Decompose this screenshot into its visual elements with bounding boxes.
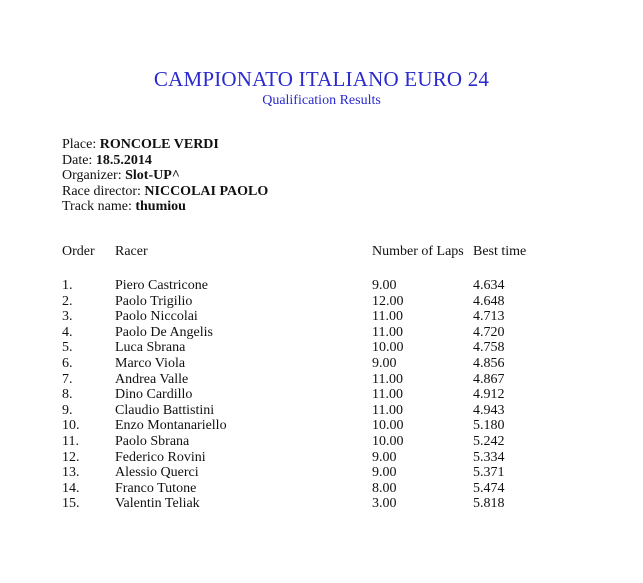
cell-laps: 3.00 (372, 496, 397, 512)
cell-order: 9. (62, 402, 73, 418)
cell-laps: 9.00 (372, 465, 397, 481)
cell-racer: Piero Castricone (115, 278, 208, 293)
cell-racer: Valentin Teliak (115, 496, 200, 512)
cell-laps: 9.00 (372, 278, 397, 293)
cell-laps: 10.00 (372, 433, 404, 449)
cell-order: 5. (62, 340, 73, 356)
cell-order: 6. (62, 355, 73, 371)
cell-best-time: 4.867 (473, 371, 505, 387)
cell-best-time: 5.242 (473, 433, 505, 449)
cell-laps: 10.00 (372, 418, 404, 434)
track-name-row (62, 199, 268, 215)
cell-racer: Marco Viola (115, 355, 186, 371)
cell-racer: Alessio Querci (115, 465, 199, 481)
cell-order: 3. (62, 309, 73, 325)
cell-order: 1. (62, 278, 73, 293)
cell-best-time: 4.943 (473, 402, 505, 418)
cell-best-time: 4.634 (473, 278, 505, 293)
cell-racer: Franco Tutone (115, 480, 197, 496)
cell-laps: 9.00 (372, 355, 397, 371)
cell-best-time: 5.334 (473, 449, 505, 465)
date-label: Date: (62, 152, 93, 168)
cell-order: 11. (62, 433, 79, 449)
page-title: CAMPIONATO ITALIANO EURO 24 (153, 67, 490, 91)
cell-racer: Federico Rovini (115, 449, 206, 465)
cell-order: 10. (62, 418, 80, 434)
place-label: Place: (62, 137, 97, 152)
cell-best-time: 4.912 (473, 387, 505, 403)
event-info (62, 137, 268, 215)
date-value: 18.5.2014 (95, 152, 152, 168)
date-row (62, 153, 268, 169)
cell-order: 4. (62, 324, 73, 340)
page-subtitle: Qualification Results (262, 93, 381, 108)
cell-order: 15. (62, 496, 80, 512)
cell-order: 12. (62, 449, 80, 465)
race-director-value: NICCOLAI PAOLO (144, 183, 269, 199)
cell-racer: Paolo De Angelis (115, 324, 213, 340)
cell-racer: Paolo Trigilio (115, 293, 193, 309)
cell-racer: Paolo Niccolai (115, 309, 198, 325)
cell-laps: 8.00 (372, 480, 397, 496)
cell-laps: 10.00 (372, 340, 404, 356)
header-laps: Number of Laps (372, 244, 464, 259)
cell-racer: Luca Sbrana (115, 340, 186, 356)
track-name-value: thumiou (135, 199, 186, 215)
cell-racer: Enzo Montanariello (115, 418, 227, 434)
header-best-time: Best time (473, 244, 527, 259)
cell-best-time: 4.856 (473, 355, 505, 371)
cell-order: 7. (62, 371, 73, 387)
cell-laps: 11.00 (372, 402, 403, 418)
cell-laps: 12.00 (372, 293, 404, 309)
header-racer: Racer (115, 244, 148, 259)
organizer-row (62, 168, 268, 184)
track-name-label: Track name: (62, 199, 132, 215)
cell-racer: Dino Cardillo (115, 387, 193, 403)
organizer-label: Organizer: (62, 168, 122, 184)
race-director-row (62, 184, 268, 200)
cell-best-time: 5.474 (473, 480, 505, 496)
cell-order: 14. (62, 480, 80, 496)
cell-racer: Paolo Sbrana (115, 433, 190, 449)
cell-order: 8. (62, 387, 73, 403)
race-director-label: Race director: (62, 183, 141, 199)
cell-best-time: 4.758 (473, 340, 505, 356)
organizer-value: Slot-UP^ (125, 168, 180, 184)
cell-laps: 11.00 (372, 309, 403, 325)
cell-best-time: 4.648 (473, 293, 505, 309)
cell-laps: 9.00 (372, 449, 397, 465)
cell-order: 13. (62, 465, 80, 481)
cell-best-time: 5.371 (473, 465, 505, 481)
cell-racer: Claudio Battistini (115, 402, 215, 418)
cell-best-time: 5.818 (473, 496, 505, 512)
cell-best-time: 5.180 (473, 418, 505, 434)
place-row (62, 137, 268, 153)
cell-best-time: 4.713 (473, 309, 505, 325)
cell-order: 2. (62, 293, 73, 309)
place-value: RONCOLE VERDI (99, 137, 219, 152)
cell-laps: 11.00 (372, 371, 403, 387)
cell-racer: Andrea Valle (115, 371, 189, 387)
header-order: Order (62, 244, 95, 259)
cell-best-time: 4.720 (473, 324, 505, 340)
cell-laps: 11.00 (372, 324, 403, 340)
cell-laps: 11.00 (372, 387, 403, 403)
